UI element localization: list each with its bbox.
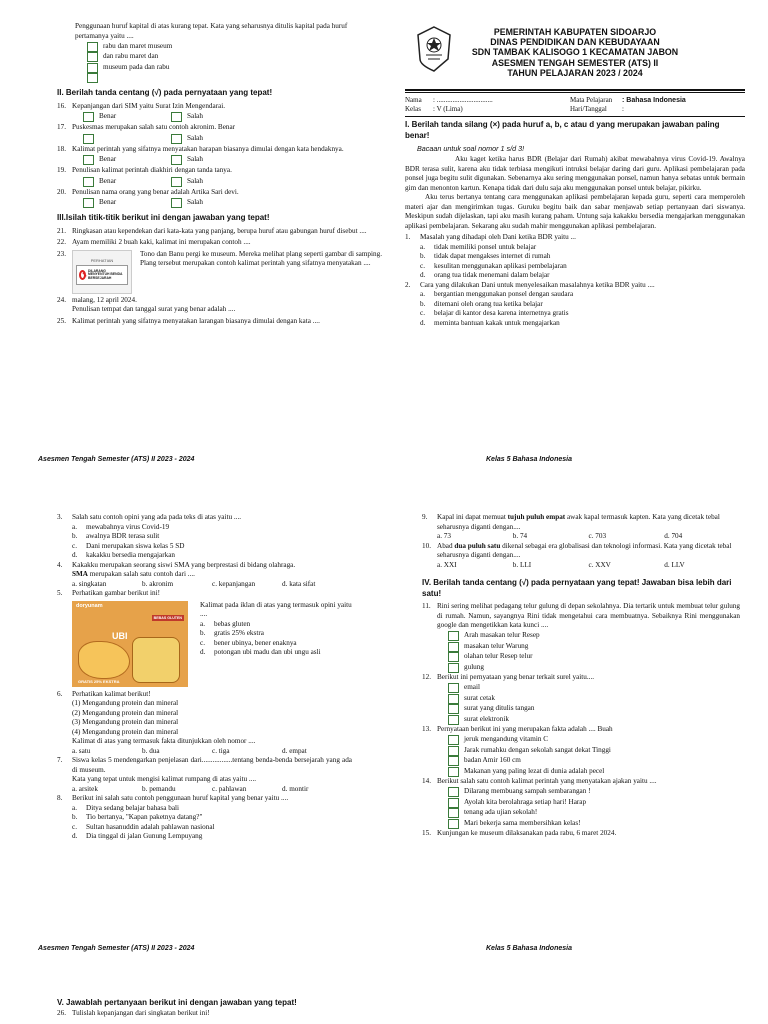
option-c[interactable]: c. Sultan hasanuddin adalah pahlawan nasional xyxy=(72,822,215,831)
q12-option[interactable]: email xyxy=(448,683,740,693)
question-3: 3. Salah satu contoh opini yang ada pada teks di atas yaitu .... a. mewabahnya virus Covid-19 b. awalnya BDR terasa sulit c. Dani merupakan siswa kelas 5 SD d. kakakku bersedia mengajarkan xyxy=(57,513,352,561)
option-b[interactable]: b. gratis 25% ekstra xyxy=(200,629,264,637)
option-b[interactable]: b. akronim xyxy=(142,579,174,588)
option-d[interactable]: d. montir xyxy=(282,784,309,793)
footer-right-2: Kelas 5 Bahasa Indonesia xyxy=(486,945,572,952)
nama-field[interactable]: : ................................ xyxy=(433,96,493,104)
option-b[interactable]: b. dua xyxy=(142,746,160,755)
statement-19: 19. Penulisan kalimat perintah diakhiri dengan tanda tanya. Benar Salah xyxy=(57,166,232,185)
bottom-panel xyxy=(57,998,707,1018)
salah-checkbox[interactable] xyxy=(171,155,182,165)
option-d[interactable]: d. empat xyxy=(282,746,307,755)
checkbox[interactable] xyxy=(448,663,459,673)
question-24: 24. malang, 12 april 2024. xyxy=(57,295,137,304)
q15-option[interactable]: dan rabu maret dan xyxy=(87,52,382,62)
question-13: 13. Pernyataan berikut ini yang merupakan fakta adalah .... Buah jeruk mengandung vitamin C Jarak rumahku dengan sekolah sangat dekat Tinggi badan Amir 160 cm Makanan yang paling lezat di dunia adalah pecel xyxy=(422,725,740,777)
top-left-panel xyxy=(57,22,382,326)
q14-option[interactable]: Mari bekerja sama membersihkan kelas! xyxy=(448,819,740,829)
question-5: 5. Perhatikan gambar berikut ini! doryunam BEBAS GLUTEN UBI GRATIS 25% EKSTRA Kalimat pada iklan di atas yang termasuk opini yaitu .... a. bebas gluten b. gratis 25% ekstra c. bener ubinya, bener enaknya d. potongan ubi madu dan ubi ungu asli xyxy=(57,589,352,687)
sign-board xyxy=(76,265,128,285)
q14-option[interactable]: tenang ada ujian sekolah! xyxy=(448,808,740,818)
option-b[interactable]: b. ditemani oleh orang tua ketika belajar xyxy=(420,299,543,308)
checkbox[interactable] xyxy=(87,73,98,83)
footer-left-2: Asesmen Tengah Semester (ATS) II 2023 - 2024 xyxy=(38,945,195,952)
checkbox[interactable] xyxy=(448,683,459,693)
question-10: 10. Abad dua puluh satu dikenal sebagai era globalisasi dan teknologi informasi. Kata yang dicetak tebal seharusnya diganti dengan.... a. XXI b. LLI c. XXV d. LLV xyxy=(422,542,740,571)
section-2-title: II. Berilah tanda centang (√) pada pernyataan yang tepat! xyxy=(57,88,273,97)
checkbox[interactable] xyxy=(448,808,459,818)
checkbox[interactable] xyxy=(448,767,459,777)
checkbox[interactable] xyxy=(448,798,459,808)
question-7: 7. Siswa kelas 5 mendengarkan penjelasan dari.................tentang benda-benda bersejarah yang ada di museum. Kata yang tepat untuk mengisi kalimat rumpang di atas yaitu .... a. arsitek b. pemandu c. pahlawan d. montir xyxy=(57,756,352,793)
question-23: 23. PERHATIAN DILARANG MENYENTUH BENDA BERSEJARAH Tono dan Banu pergi ke museum. Mereka melihat plang seperti gambar di samping. Plang tersebut merupakan contoh kalimat perintah yang sifatnya menyatakan .... xyxy=(57,250,382,294)
checkbox[interactable] xyxy=(448,631,459,641)
section-1-title: I. Berilah tanda silang (×) pada huruf a, b, c atau d yang merupakan jawaban paling benar! xyxy=(405,120,720,141)
ad-brand: doryunam xyxy=(76,602,103,609)
footer-right: Kelas 5 Bahasa Indonesia xyxy=(486,456,572,463)
section-5-title: V. Jawablah pertanyaan berikut ini dengan jawaban yang tepat! xyxy=(57,998,297,1007)
q11-option[interactable]: gulung xyxy=(448,663,740,673)
question-6: 6. Perhatikan kalimat berikut! (1) Mengandung protein dan mineral (2) Mengandung protein dan mineral (3) Mengandung protein dan mineral (4) Mengandung protein dan mineral Kalimat di atas yang termasuk fakta ditunjukkan oleh nomor .... a. satu b. dua c. tiga d. empat xyxy=(57,690,352,757)
option-a[interactable]: a. singkatan xyxy=(72,579,107,588)
checkbox[interactable] xyxy=(448,787,459,797)
salah-checkbox[interactable] xyxy=(171,198,182,208)
option-b[interactable]: b. awalnya BDR terasa sulit xyxy=(72,532,160,540)
checkbox[interactable] xyxy=(448,704,459,714)
q11-option[interactable]: masakan telur Warung xyxy=(448,642,740,652)
option-d[interactable]: d. kakakku bersedia mengajarkan xyxy=(72,551,176,559)
question-26: 26. Tulislah kepanjangan dari singkatan berikut ini! xyxy=(57,1008,210,1017)
option-c[interactable]: c. kepanjangan xyxy=(212,579,256,588)
q15-option[interactable]: museum pada dan rabu xyxy=(87,63,382,73)
question-12: 12. Berikut ini pernyataan yang benar terkait surel yaitu.... email surat cetak surat yang ditulis tangan surat elektronik xyxy=(422,673,740,725)
q15-option[interactable]: rabu dan maret museum xyxy=(87,42,382,52)
museum-sign-image xyxy=(72,250,132,294)
q14-option[interactable]: Dilarang membuang sampah sembarangan ! xyxy=(448,787,740,797)
statement-20: 20. Penulisan nama orang yang benar adalah Artika Sari devi. Benar Salah xyxy=(57,187,239,207)
question-11: 11. Rini sering melihat pedagang telur gulung di depan sekolahnya. Dia tertarik untuk membuat telur gulung di rumah. Namun, sayangnya Rini tidak mengetahui cara membuatnya. Sebaiknya Rini menggunakan google dan mengetikkan kata kunci .... Arah masakan telur Resep masakan telur Warung olahan telur Resep telur gulung xyxy=(422,602,740,671)
question-9: 9. Kapal ini dapat memuat tujuh puluh empat awak kapal termasuk kapten. Kata yang dicetak tebal seharusnya diganti dengan.... a. 73 b. 74 c. 703 d. 704 xyxy=(422,513,740,542)
q11-option[interactable]: Arah masakan telur Resep xyxy=(448,631,740,641)
option-a[interactable]: a. mewabahnya virus Covid-19 xyxy=(72,522,170,531)
sign-text: DILARANG MENYENTUH BENDA BERSEJARAH xyxy=(88,268,123,281)
school-header xyxy=(405,27,745,78)
benar-checkbox[interactable] xyxy=(83,134,94,144)
question-21: 21. Ringkasan atau kependekan dari kata-kata yang panjang, berupa huruf atau gabungan huruf disebut .... xyxy=(57,226,367,235)
option-b[interactable]: b. 74 xyxy=(512,532,528,540)
option-c[interactable]: c. Dani merupakan siswa kelas 5 SD xyxy=(72,541,185,550)
checkbox[interactable] xyxy=(448,756,459,766)
benar-checkbox[interactable] xyxy=(83,112,94,122)
option-c[interactable]: c. bener ubinya, bener enaknya xyxy=(200,638,297,647)
header-line: ASESMEN TENGAH SEMESTER (ATS) II xyxy=(491,57,659,68)
checkbox[interactable] xyxy=(87,42,98,52)
header-line: TAHUN PELAJARAN 2023 / 2024 xyxy=(507,67,643,78)
option-d[interactable]: d. kata sifat xyxy=(282,579,316,588)
q12-option[interactable]: surat cetak xyxy=(448,694,740,704)
statement-16: 16. Kepanjangan dari SIM yaitu Surat Izin Mengendarai. Benar Salah xyxy=(57,101,226,121)
option-c[interactable]: c. belajar di kantor desa karena internetnya gratis xyxy=(420,309,569,318)
option-d[interactable]: d. LLV xyxy=(664,560,685,569)
option-a[interactable]: a. 73 xyxy=(437,532,451,540)
option-c[interactable]: c. 703 xyxy=(588,532,607,540)
q15-tail-text: Penggunaan huruf kapital di atas kurang tepat. Kata yang seharusnya ditulis kapital pada huruf pertamanya yaitu .... xyxy=(75,22,348,40)
statement-18: 18. Kalimat perintah yang sifatnya menyatakan harapan biasanya dimulai dengan kata hendaknya. Benar Salah xyxy=(57,144,344,164)
q14-option[interactable]: Ayolah kita berolahraga setiap hari! Harap xyxy=(448,798,740,808)
ad-center-label: UBI xyxy=(112,630,128,641)
top-right-panel xyxy=(405,96,745,328)
benar-checkbox[interactable] xyxy=(83,198,94,208)
question-2: 2. Cara yang dilakukan Dani untuk menyelesaikan masalahnya ketika BDR yaitu .... a. bergantian menggunakan ponsel dengan saudara b. ditemani oleh orang tua ketika belajar c. belajar di kantor desa karena internetnya gratis d. meminta bantuan kakak untuk mengajarkan xyxy=(405,281,745,329)
question-8: 8. Berikut ini salah satu contoh penggunaan huruf kapital yang benar yaitu .... a. Ditya sedang belajar bahasa bali b. Tio bertanya, "Kapan paketnya datang?" c. Sultan hasanuddin adalah pahlawan nasional d. Dia tinggal di jalan Gunung Lempuyang xyxy=(57,794,352,842)
benar-checkbox[interactable] xyxy=(83,177,94,187)
statement-17: 17. Puskesmas merupakan salah satu contoh akronim. Benar Salah xyxy=(57,123,236,142)
section-2-items xyxy=(57,102,382,209)
salah-checkbox[interactable] xyxy=(171,134,182,144)
option-a[interactable]: a. Ditya sedang belajar bahasa bali xyxy=(72,803,179,812)
question-4: 4. Kakakku merupakan seorang siswi SMA yang berprestasi di bidang olahraga. SMA merupakan salah satu contoh dari .... a. singkatan b. akronim c. kepanjangan d. kata sifat xyxy=(57,561,352,590)
snack-bag xyxy=(132,637,180,683)
option-a[interactable]: a. tidak memiliki ponsel untuk belajar xyxy=(420,242,537,251)
ad-gratis: GRATIS 25% EKSTRA xyxy=(78,678,120,684)
checkbox[interactable] xyxy=(448,746,459,756)
q15-options xyxy=(57,42,382,84)
benar-checkbox[interactable] xyxy=(83,155,94,165)
option-b[interactable]: b. Tio bertanya, "Kapan paketnya datang?" xyxy=(72,813,203,821)
checkbox[interactable] xyxy=(448,715,459,725)
q13-option[interactable]: Makanan yang paling lezat di dunia adalah pecel xyxy=(448,767,740,777)
ad-badge: BEBAS GLUTEN xyxy=(153,615,182,620)
checkbox[interactable] xyxy=(448,642,459,652)
question-25: 25. Kalimat perintah yang sifatnya menyatakan larangan biasanya dimulai dengan kata .... xyxy=(57,316,320,325)
question-22: 22. Ayam memiliki 2 buah kaki, kalimat ini merupakan contoh .... xyxy=(57,238,251,247)
section-3-title: III.Isilah titik-titik berikut ini dengan jawaban yang tepat! xyxy=(57,213,270,223)
checkbox[interactable] xyxy=(448,819,459,829)
q13-option[interactable]: badan Amir 160 cm xyxy=(448,756,740,766)
salah-checkbox[interactable] xyxy=(171,112,182,122)
no-touch-icon xyxy=(79,270,86,280)
question-15: 15. Kunjungan ke museum dilaksanakan pada rabu, 6 maret 2024. xyxy=(422,829,617,838)
header-rule-thin xyxy=(405,92,745,93)
option-a[interactable]: a. bebas gluten xyxy=(200,619,251,628)
question-1: 1. Masalah yang dihadapi oleh Dani ketika BDR yaitu ... a. tidak memiliki ponsel untuk belajar b. tidak dapat mengakses internet di rumah c. kesulitan menggunakan aplikasi pembelajaran d. orang tua tidak menemani dalam belajar xyxy=(405,233,745,281)
middle-left-panel xyxy=(57,513,352,842)
option-a[interactable]: a. satu xyxy=(72,746,91,755)
middle-right-panel xyxy=(422,513,740,839)
option-c[interactable]: c. kesulitan menggunakan aplikasi pembelajaran xyxy=(420,261,567,270)
option-c[interactable]: c. XXV xyxy=(588,560,611,569)
option-c[interactable]: c. tiga xyxy=(212,746,230,755)
q12-option[interactable]: surat yang ditulis tangan xyxy=(448,704,740,714)
header-rule xyxy=(405,89,745,91)
snack-chips xyxy=(78,641,130,679)
q13-option[interactable]: jeruk mengandung vitamin C xyxy=(448,735,740,745)
header-line: PEMERINTAH KABUPATEN SIDOARJO xyxy=(493,27,657,37)
checkbox[interactable] xyxy=(448,652,459,662)
q11-option[interactable]: olahan telur Resep telur xyxy=(448,652,740,662)
q12-option[interactable]: surat elektronik xyxy=(448,715,740,725)
student-info: Nama : ................................ Kelas : V (Lima) Mata Pelajaran : Bahasa Indonesia Hari/Tanggal : xyxy=(405,96,686,114)
option-b[interactable]: b. tidak dapat mengakses internet di rumah xyxy=(420,252,551,261)
option-d[interactable]: d. meminta bantuan kakak untuk mengajarkan xyxy=(420,318,560,327)
question-24-sub: Penulisan tempat dan tanggal surat yang benar adalah .... xyxy=(72,305,236,314)
footer-left: Asesmen Tengah Semester (ATS) II 2023 - 2024 xyxy=(38,456,195,463)
snack-ad-image xyxy=(72,601,188,687)
option-d[interactable]: d. orang tua tidak menemani dalam belajar xyxy=(420,271,550,280)
salah-checkbox[interactable] xyxy=(171,177,182,187)
reading-paragraph-1: Aku kaget ketika harus BDR (Belajar dari Rumah) akibat mewabahnya virus Covid-19. Awalnya BDR terasa sulit, karena aku tidak terbiasa mengikuti intruksi belajar daring dari guru. Aplikasi pembelajaran pada ponsel juga begitu sulit digunakan. Sebenarnya aku sering menggunakan ponsel, namun hanya sebatas untuk bermain gim dan menonton kartun. Kenapa tidak dari dulu saja aku menggunakan ponsel untuk belajar, pikirku. xyxy=(405,155,745,192)
option-b[interactable]: b. LLI xyxy=(512,560,532,569)
option-d[interactable]: d. potongan ubi madu dan ubi ungu asli xyxy=(200,648,321,656)
option-a[interactable]: a. bergantian menggunakan ponsel dengan saudara xyxy=(420,290,574,299)
checkbox[interactable] xyxy=(448,735,459,745)
checkbox[interactable] xyxy=(448,694,459,704)
option-d[interactable]: d. Dia tinggal di jalan Gunung Lempuyang xyxy=(72,832,203,840)
section-4-title: IV. Berilah tanda centang (√) pada pernyataan yang tepat! Jawaban bisa lebih dari satu! xyxy=(422,578,732,598)
checkbox[interactable] xyxy=(87,63,98,73)
q13-option[interactable]: Jarak rumahku dengan sekolah sangat dekat Tinggi xyxy=(448,746,740,756)
reading-paragraph-2: Aku terus bertanya tentang cara menggunakan aplikasi pembelajaran kepada guru, seperti cara memperoleh materi ajar dan mengirimkan tugas. Guruku begitu baik dan sabar menjawab setiap pertanyaan dari siswanya. Meskipun sudah dijelaskan, tapi aku masih kurang paham. Untung saja kakakku bersedia mengajarkan menggunakan aplikasi pembelajaran. Sekarang aku sudah mahir menggunakan aplikasi pembelajaran. xyxy=(405,193,745,230)
option-d[interactable]: d. 704 xyxy=(664,532,683,540)
info-rule xyxy=(405,116,745,117)
checkbox[interactable] xyxy=(87,52,98,62)
option-a[interactable]: a. arsitek xyxy=(72,784,98,793)
header-line: DINAS PENDIDIKAN DAN KEBUDAYAAN xyxy=(490,37,660,48)
reading-label: Bacaan untuk soal nomor 1 s/d 3! xyxy=(417,143,525,153)
sign-header: PERHATIAN xyxy=(90,257,114,263)
question-14: 14. Berikut salah satu contoh kalimat perintah yang menyatakan ajakan yaitu .... Dilarang membuang sampah sembarangan ! Ayolah kita berolahraga setiap hari! Harap tenang ada ujian sekolah! Mari bekerja sama membersihkan kelas! xyxy=(422,777,740,829)
q15-option[interactable] xyxy=(87,73,382,83)
option-c[interactable]: c. pahlawan xyxy=(212,784,247,793)
option-a[interactable]: a. XXI xyxy=(437,560,457,569)
tanggal-field[interactable]: : xyxy=(622,105,624,114)
option-b[interactable]: b. pemandu xyxy=(142,784,176,793)
header-line: SDN TAMBAK KALISOGO 1 KECAMATAN JABON xyxy=(471,47,679,58)
